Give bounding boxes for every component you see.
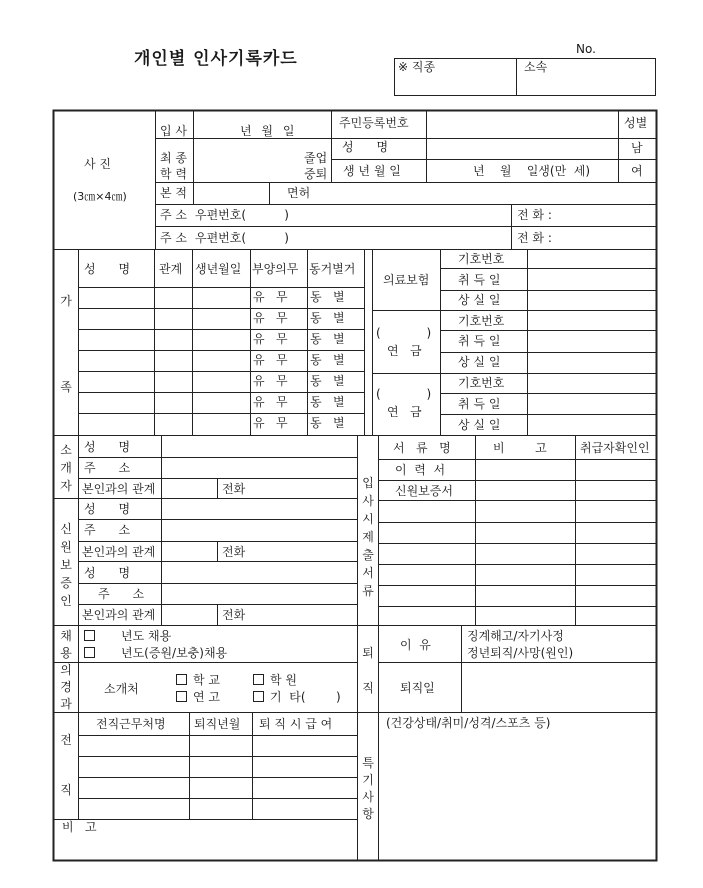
special-side-1: 특 bbox=[362, 756, 374, 770]
family-living-cell[interactable]: 동 별 bbox=[310, 311, 345, 325]
retire-date-label: 퇴직일 bbox=[400, 681, 435, 695]
relation-checkbox[interactable] bbox=[176, 691, 187, 702]
rrn-label: 주민등록번호 bbox=[339, 116, 409, 130]
insurance-item-label: 취 득 일 bbox=[458, 273, 501, 287]
documents-side-1: 입 bbox=[362, 476, 374, 490]
education-label: 최 종 학 력 bbox=[160, 151, 187, 181]
pension-paren-1: ( ) bbox=[376, 326, 432, 340]
doc-item-guarantee: 신원보증서 bbox=[395, 484, 453, 498]
family-duty-cell[interactable]: 유 무 bbox=[253, 395, 288, 409]
card-number-label: No. bbox=[576, 42, 596, 56]
retire-reason-label: 이 유 bbox=[400, 638, 431, 652]
photo-size-label: (3㎝×4㎝) bbox=[73, 190, 127, 203]
insurance-item-label: 기호번호 bbox=[458, 376, 505, 390]
job-type-label: ※ 직종 bbox=[398, 60, 436, 74]
family-duty-cell[interactable]: 유 무 bbox=[253, 332, 288, 346]
insurance-item-label: 기호번호 bbox=[458, 252, 505, 266]
introducer-name-label: 성 명 bbox=[84, 440, 131, 454]
medical-insurance-label: 의료보험 bbox=[383, 273, 430, 287]
name-field[interactable] bbox=[428, 140, 616, 158]
license-label: 면허 bbox=[287, 186, 311, 200]
hiring-side-1: 채 bbox=[60, 629, 72, 643]
guarantor2-address-label: 주 소 bbox=[98, 587, 145, 601]
career-side-1: 전 bbox=[60, 733, 72, 747]
guarantor-side-1: 신 bbox=[60, 522, 72, 536]
guarantor1-name-label: 성 명 bbox=[84, 502, 131, 516]
hiring-side-5: 과 bbox=[60, 697, 72, 711]
remarks-field[interactable] bbox=[55, 836, 355, 858]
introducer-phone-label: 전화 bbox=[222, 482, 246, 496]
insurance-item-label: 기호번호 bbox=[458, 314, 505, 328]
family-living-cell[interactable]: 동 별 bbox=[310, 416, 345, 430]
special-notes-field[interactable] bbox=[380, 733, 654, 858]
introducer-address-label: 주 소 bbox=[84, 461, 131, 475]
join-label: 입 사 bbox=[160, 124, 187, 138]
documents-side-5: 출 bbox=[362, 548, 374, 562]
hire-option-other[interactable]: 기 타( ) bbox=[253, 690, 341, 704]
career-col-company: 전직근무처명 bbox=[96, 717, 166, 731]
card-title: 개인별 인사기록카드 bbox=[134, 49, 298, 69]
documents-side-3: 시 bbox=[362, 512, 374, 526]
family-living-cell[interactable]: 동 별 bbox=[310, 290, 345, 304]
retire-side-1: 퇴 bbox=[362, 646, 374, 660]
remarks-label: 비 고 bbox=[62, 820, 97, 834]
name-label: 성 명 bbox=[342, 140, 389, 154]
address-label: 주 소 bbox=[160, 208, 187, 222]
family-living-cell[interactable]: 동 별 bbox=[310, 353, 345, 367]
other-checkbox[interactable] bbox=[253, 691, 264, 702]
doc-item-resume: 이 력 서 bbox=[395, 463, 446, 477]
hire-line-2: 년도(증원/보충)채용 bbox=[84, 646, 227, 660]
hire-option-relation[interactable]: 연 고 bbox=[176, 690, 220, 704]
hire-route-label: 소개처 bbox=[104, 682, 139, 696]
hire-new-checkbox[interactable] bbox=[84, 630, 95, 641]
introducer-side-3: 자 bbox=[60, 479, 72, 493]
special-side-4: 항 bbox=[362, 807, 374, 821]
guarantor1-address-label: 주 소 bbox=[84, 523, 131, 537]
rrn-field[interactable] bbox=[428, 112, 616, 137]
department-field[interactable] bbox=[518, 76, 654, 94]
pension-label-1: 연 금 bbox=[387, 344, 422, 358]
hire-extra-checkbox[interactable] bbox=[84, 647, 95, 658]
family-living-cell[interactable]: 동 별 bbox=[310, 332, 345, 346]
special-hint: (건강상태/취미/성격/스포츠 등) bbox=[386, 716, 551, 730]
pension-label-2: 연 금 bbox=[387, 405, 422, 419]
family-duty-cell[interactable]: 유 무 bbox=[253, 311, 288, 325]
hire-line-1: 년도 채용 bbox=[84, 629, 171, 643]
address-label-2: 주 소 bbox=[160, 231, 187, 245]
gender-male[interactable]: 남 bbox=[631, 141, 643, 155]
hiring-side-4: 경 bbox=[60, 680, 72, 694]
insurance-item-label: 취 득 일 bbox=[458, 397, 501, 411]
origin-field[interactable] bbox=[195, 184, 267, 203]
introducer-side-1: 소 bbox=[60, 443, 72, 457]
job-type-field[interactable] bbox=[396, 76, 514, 94]
retire-reason-value: 징계해고/자기사정 정년퇴직/사망(원인) bbox=[467, 629, 574, 660]
doc-col-handler: 취급자확인인 bbox=[580, 441, 650, 455]
career-col-leave-date: 퇴직년월 bbox=[194, 717, 241, 731]
family-duty-cell[interactable]: 유 무 bbox=[253, 374, 288, 388]
birth-label: 생 년 월 일 bbox=[343, 164, 401, 178]
hiring-side-2: 용 bbox=[60, 646, 72, 660]
guarantor2-name-label: 성 명 bbox=[84, 566, 131, 580]
documents-side-2: 사 bbox=[362, 494, 374, 508]
phone-label-2: 전 화 : bbox=[517, 231, 552, 245]
hire-option-academy[interactable]: 학 원 bbox=[253, 673, 297, 687]
hiring-side-3: 의 bbox=[60, 663, 72, 677]
career-col-salary: 퇴 직 시 급 여 bbox=[259, 717, 333, 731]
family-living-cell[interactable]: 동 별 bbox=[310, 395, 345, 409]
family-side-label-2: 족 bbox=[60, 380, 72, 394]
documents-side-6: 서 bbox=[362, 566, 374, 580]
insurance-item-label: 상 실 일 bbox=[458, 293, 501, 307]
special-side-2: 기 bbox=[362, 773, 374, 787]
photo-label: 사 진 bbox=[84, 157, 111, 171]
family-col-living: 동거별거 bbox=[309, 262, 356, 276]
zip-label: 우편번호( ) bbox=[195, 208, 289, 222]
guarantor2-phone-label: 전화 bbox=[222, 608, 246, 622]
family-side-label-1: 가 bbox=[60, 294, 72, 308]
origin-label: 본 적 bbox=[160, 186, 187, 200]
introducer-side-2: 개 bbox=[60, 461, 72, 475]
career-side-2: 직 bbox=[60, 783, 72, 797]
insurance-item-label: 상 실 일 bbox=[458, 355, 501, 369]
family-col-name: 성 명 bbox=[84, 262, 131, 276]
join-date-label: 년 월 일 bbox=[240, 124, 295, 138]
insurance-item-label: 상 실 일 bbox=[458, 418, 501, 432]
special-side-3: 사 bbox=[362, 790, 374, 804]
gender-female[interactable]: 여 bbox=[631, 164, 643, 178]
guarantor1-phone-label: 전화 bbox=[222, 545, 246, 559]
academy-checkbox[interactable] bbox=[253, 674, 264, 685]
guarantor2-relation-label: 본인과의 관계 bbox=[82, 608, 156, 622]
school-checkbox[interactable] bbox=[176, 674, 187, 685]
phone-label: 전 화 : bbox=[517, 208, 552, 222]
pension-paren-2: ( ) bbox=[376, 387, 432, 401]
doc-col-remarks: 비 고 bbox=[493, 441, 547, 455]
guarantor1-relation-label: 본인과의 관계 bbox=[82, 545, 156, 559]
guarantor-side-5: 인 bbox=[60, 594, 72, 608]
retire-date-field[interactable] bbox=[463, 664, 655, 711]
family-col-duty: 부양의무 bbox=[252, 262, 299, 276]
guarantor-side-3: 보 bbox=[60, 558, 72, 572]
introducer-relation-label: 본인과의 관계 bbox=[82, 482, 156, 496]
gender-label: 성별 bbox=[624, 116, 648, 130]
doc-col-name: 서 류 명 bbox=[393, 441, 451, 455]
documents-side-7: 류 bbox=[362, 584, 374, 598]
hire-option-school[interactable]: 학 교 bbox=[176, 673, 220, 687]
insurance-item-label: 취 득 일 bbox=[458, 334, 501, 348]
department-label: 소속 bbox=[524, 60, 548, 74]
documents-side-4: 제 bbox=[362, 530, 374, 544]
family-living-cell[interactable]: 동 별 bbox=[310, 374, 345, 388]
retire-side-2: 직 bbox=[362, 681, 374, 695]
zip-label-2: 우편번호( ) bbox=[195, 231, 289, 245]
family-col-birth: 생년월일 bbox=[195, 262, 242, 276]
family-duty-cell[interactable]: 유 무 bbox=[253, 353, 288, 367]
graduation-status: 졸업 중퇴 bbox=[304, 151, 328, 181]
guarantor-side-4: 증 bbox=[60, 576, 72, 590]
guarantor-side-2: 원 bbox=[60, 540, 72, 554]
birth-value: 년 월 일생(만 세) bbox=[473, 164, 591, 178]
family-duty-cell[interactable]: 유 무 bbox=[253, 290, 288, 304]
family-duty-cell[interactable]: 유 무 bbox=[253, 416, 288, 430]
family-col-relation: 관계 bbox=[159, 262, 183, 276]
